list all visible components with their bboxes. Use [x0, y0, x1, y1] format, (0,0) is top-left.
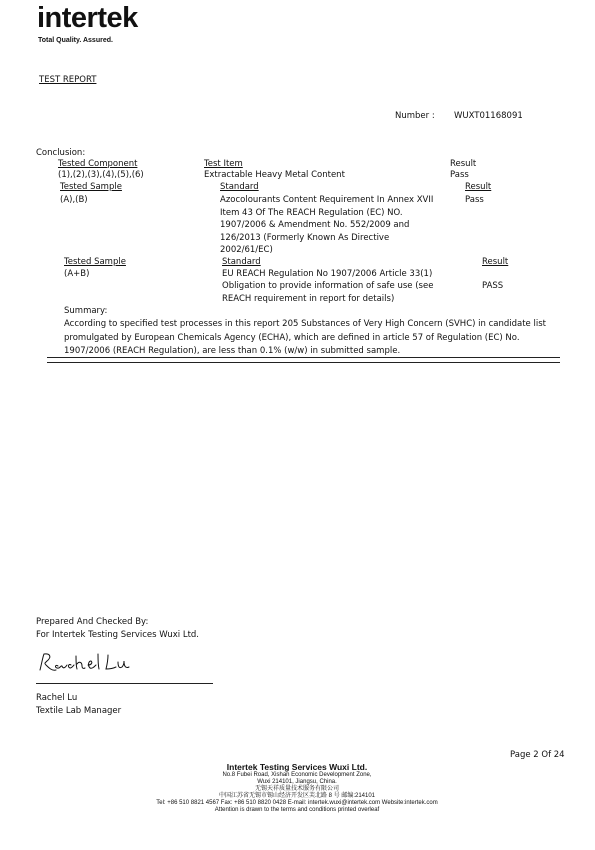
standard-header-1: Standard — [220, 182, 259, 192]
footer-company: Intertek Testing Services Wuxi Ltd. — [226, 762, 368, 772]
result-value-2: Pass — [465, 195, 484, 205]
standard-header-2: Standard — [222, 257, 261, 267]
standard-line: 2002/61/EC) — [220, 245, 273, 255]
summary-label: Summary: — [64, 306, 108, 316]
signatory-name: Rachel Lu — [36, 693, 78, 703]
section-divider — [47, 357, 560, 363]
result-header-2: Result — [465, 182, 492, 192]
tested-sample-value-2: (A+B) — [64, 269, 90, 279]
footer — [97, 762, 497, 814]
result-header-1: Result — [450, 159, 477, 169]
footer-notice: Attention is drawn to the terms and conditions printed overleaf — [214, 807, 380, 813]
page-number: Page 2 Of 24 — [510, 750, 565, 760]
signatory-role: Textile Lab Manager — [36, 706, 122, 716]
tested-component-value: (1),(2),(3),(4),(5),(6) — [58, 170, 144, 180]
summary-text: According to specified test processes in this report 205 Substances of Very High Concern (SVHC) in candidate list promulgated by European Chemicals Agency (ECHA), which are defined in article 57 of Regulation (EC) No. 1907/2006 (REACH Regulation), are less than 0.1% (w/w) in submitted sample. — [64, 319, 546, 356]
logo-tagline: Total Quality. Assured. — [38, 37, 113, 44]
conclusion-label: Conclusion: — [36, 148, 86, 158]
standard-line: Obligation to provide information of safe use (see — [222, 281, 434, 291]
intertek-logo: intertek — [37, 2, 138, 34]
footer-chinese-2: 中国江苏省无锡市锡山经济开发区芙北路 8 号 邮编:214101 — [218, 793, 376, 799]
footer-chinese-1: 无锡天祥质量技术服务有限公司 — [254, 786, 339, 792]
standard-line: Azocolourants Content Requirement In Annex XVII — [220, 195, 434, 205]
footer-address-1: No.8 Fubei Road, Xishan Economic Development Zone, — [222, 772, 372, 778]
footer-contact: Tel: +86 510 8821 4567 Fax: +86 510 8820 0428 E-mail: intertek.wuxi@intertek.com Website:intertek.com — [156, 800, 438, 806]
prepared-by-label: Prepared And Checked By: — [36, 617, 149, 627]
result-value-3: PASS — [482, 281, 504, 291]
test-item-value: Extractable Heavy Metal Content — [204, 170, 345, 180]
standard-line: 1907/2006 & Amendment No. 552/2009 and — [220, 220, 410, 230]
report-title: TEST REPORT — [39, 75, 97, 85]
result-value-1: Pass — [450, 170, 469, 180]
tested-sample-value-1: (A),(B) — [60, 195, 88, 205]
report-number-value: WUXT01168091 — [454, 111, 523, 121]
standard-line: EU REACH Regulation No 1907/2006 Article 33(1) — [222, 269, 433, 279]
tested-sample-header-1: Tested Sample — [60, 182, 122, 192]
tested-sample-header-2: Tested Sample — [64, 257, 126, 267]
standard-line: 126/2013 (Formerly Known As Directive — [220, 233, 390, 243]
test-item-header: Test Item — [204, 159, 243, 169]
for-company-label: For Intertek Testing Services Wuxi Ltd. — [36, 630, 199, 640]
handwritten-signature — [36, 648, 136, 678]
signature-line — [36, 683, 213, 684]
footer-address-2: Wuxi 214101, Jiangsu, China. — [257, 779, 337, 785]
tested-component-header: Tested Component — [58, 159, 138, 169]
standard-line: REACH requirement in report for details) — [222, 294, 395, 304]
result-header-3: Result — [482, 257, 509, 267]
report-number-label: Number : — [395, 111, 435, 121]
standard-line: Item 43 Of The REACH Regulation (EC) NO. — [220, 208, 403, 218]
